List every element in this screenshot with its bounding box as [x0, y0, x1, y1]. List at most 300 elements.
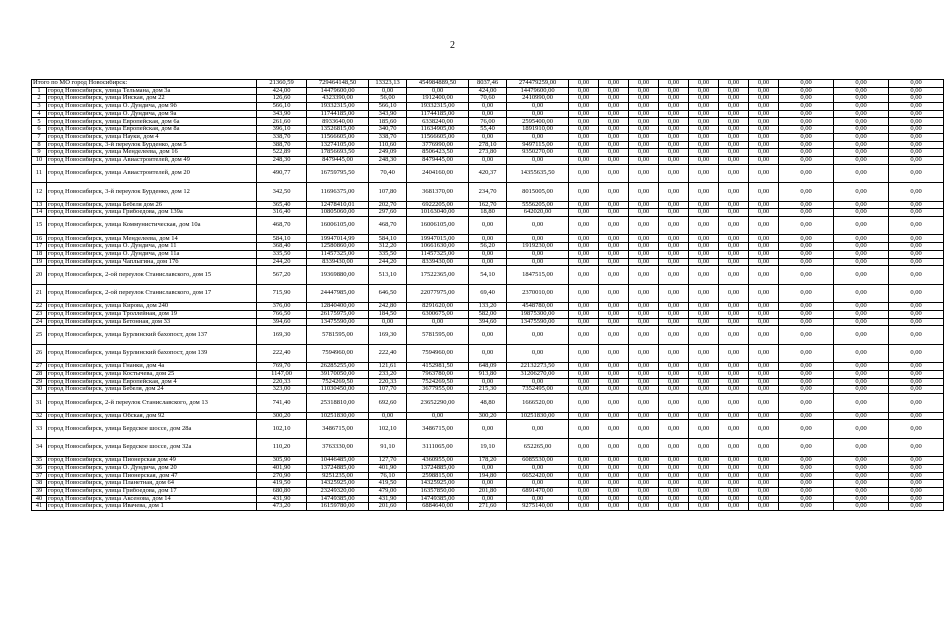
row-value: 169,30 [369, 326, 407, 345]
row-value: 26285255,00 [307, 363, 369, 371]
row-number: 39 [32, 487, 47, 495]
row-number: 24 [32, 318, 47, 326]
row-value: 110,20 [257, 438, 307, 457]
row-value: 8933640,00 [307, 118, 369, 126]
row-value: 0,00 [659, 87, 689, 95]
row-value: 0,00 [629, 464, 659, 472]
row-value: 0,00 [834, 118, 889, 126]
row-value: 652265,00 [507, 438, 569, 457]
row-value: 0,00 [889, 216, 944, 235]
row-address: город Новосибирск, 2-ой переулок Станиславского, дом 15 [47, 266, 257, 285]
row-value: 9251235,00 [307, 472, 369, 480]
row-value: 0,00 [749, 457, 779, 465]
row-value: 215,30 [469, 386, 507, 394]
row-value: 0,00 [507, 344, 569, 363]
row-value: 0,00 [569, 103, 599, 111]
row-value: 0,00 [599, 209, 629, 217]
row-value: 0,00 [569, 412, 599, 420]
row-address: город Новосибирск, улица Обская, дом 92 [47, 412, 257, 420]
row-value: 0,00 [659, 235, 689, 243]
row-address: город Новосибирск, 2-й переулок Станиславского, дом 13 [47, 394, 257, 413]
row-value: 0,00 [779, 164, 834, 183]
row-value: 0,00 [599, 133, 629, 141]
row-value: 420,37 [469, 164, 507, 183]
row-value: 0,00 [719, 250, 749, 258]
row-value: 8339430,00 [407, 258, 469, 266]
row-value: 26175975,00 [307, 310, 369, 318]
summary-value: 454984889,50 [407, 80, 469, 88]
row-value: 222,40 [257, 344, 307, 363]
row-number: 27 [32, 363, 47, 371]
row-value: 0,00 [834, 394, 889, 413]
row-value: 0,00 [689, 284, 719, 303]
row-value: 162,70 [469, 201, 507, 209]
row-value: 0,00 [629, 87, 659, 95]
row-value: 646,50 [369, 284, 407, 303]
row-value: 0,00 [629, 495, 659, 503]
row-number: 23 [32, 310, 47, 318]
row-value: 0,00 [779, 133, 834, 141]
row-value: 0,00 [599, 201, 629, 209]
row-value: 0,00 [469, 216, 507, 235]
row-value: 0,00 [749, 464, 779, 472]
row-number: 22 [32, 303, 47, 311]
row-value: 0,00 [689, 183, 719, 202]
row-value: 0,00 [469, 235, 507, 243]
row-address: город Новосибирск, улица О. Дундича, дом 9б [47, 103, 257, 111]
row-value: 11566605,00 [407, 133, 469, 141]
row-value: 5781595,00 [407, 326, 469, 345]
row-value: 0,00 [659, 303, 689, 311]
row-value: 13475590,00 [507, 318, 569, 326]
row-value: 16159780,00 [307, 503, 369, 511]
row-value: 0,00 [719, 326, 749, 345]
row-value: 0,00 [569, 141, 599, 149]
row-value: 0,00 [569, 126, 599, 134]
row-value: 0,00 [834, 209, 889, 217]
row-value: 23652290,00 [407, 394, 469, 413]
row-value: 0,00 [719, 487, 749, 495]
row-value: 305,90 [257, 457, 307, 465]
row-value: 0,00 [599, 480, 629, 488]
row-value: 0,00 [889, 95, 944, 103]
row-value: 9350270,00 [507, 149, 569, 157]
row-value: 194,80 [469, 472, 507, 480]
row-value: 0,00 [689, 149, 719, 157]
row-value: 0,00 [689, 412, 719, 420]
row-value: 0,00 [689, 420, 719, 439]
table-row [32, 209, 944, 217]
row-value: 0,00 [689, 378, 719, 386]
row-value: 0,00 [507, 110, 569, 118]
row-value: 0,00 [629, 394, 659, 413]
row-value: 4360955,00 [407, 457, 469, 465]
row-value: 0,00 [779, 457, 834, 465]
row-value: 0,00 [689, 141, 719, 149]
summary-value: 0,00 [599, 80, 629, 88]
row-value: 0,00 [889, 495, 944, 503]
row-value: 0,00 [834, 503, 889, 511]
row-value: 0,00 [834, 110, 889, 118]
row-value: 0,00 [507, 133, 569, 141]
row-value: 0,00 [689, 133, 719, 141]
row-address: город Новосибирск, улица Чаплыгина, дом 17б [47, 258, 257, 266]
row-value: 0,00 [599, 310, 629, 318]
row-value: 278,10 [469, 141, 507, 149]
row-address: город Новосибирск, улица Грибоедова, дом 17 [47, 487, 257, 495]
row-value: 0,00 [749, 326, 779, 345]
row-value: 0,00 [889, 156, 944, 164]
row-value: 0,00 [834, 420, 889, 439]
row-value: 0,00 [779, 258, 834, 266]
row-number: 30 [32, 386, 47, 394]
row-value: 0,00 [629, 201, 659, 209]
row-value: 343,90 [369, 110, 407, 118]
row-number: 1 [32, 87, 47, 95]
row-value: 121,61 [369, 363, 407, 371]
row-value: 11457325,00 [307, 250, 369, 258]
row-value: 0,00 [659, 472, 689, 480]
row-value: 0,00 [889, 126, 944, 134]
row-value: 741,40 [257, 394, 307, 413]
row-address: город Новосибирск, улица Европейская, дом 4 [47, 378, 257, 386]
row-value: 0,00 [834, 141, 889, 149]
row-value: 11457325,00 [407, 250, 469, 258]
row-address: город Новосибирск, 3-й переулок Бурденко, дом 5 [47, 141, 257, 149]
row-value: 0,00 [569, 394, 599, 413]
row-value: 0,00 [749, 310, 779, 318]
row-value: 0,00 [569, 464, 599, 472]
row-address: город Новосибирск, улица Менделеева, дом 14 [47, 235, 257, 243]
row-value: 335,50 [257, 250, 307, 258]
table-row [32, 183, 944, 202]
row-value: 0,00 [779, 472, 834, 480]
row-value: 1912400,00 [407, 95, 469, 103]
row-value: 343,90 [257, 110, 307, 118]
row-value: 0,00 [469, 103, 507, 111]
row-value: 0,00 [834, 87, 889, 95]
row-value: 0,00 [689, 394, 719, 413]
row-address: город Новосибирск, улица Планетная, дом 64 [47, 480, 257, 488]
row-value: 0,00 [659, 344, 689, 363]
row-value: 0,00 [629, 284, 659, 303]
row-number: 32 [32, 412, 47, 420]
row-value: 394,60 [257, 318, 307, 326]
row-value: 0,00 [834, 243, 889, 251]
row-value: 0,00 [719, 126, 749, 134]
row-value: 0,00 [779, 235, 834, 243]
row-value: 0,00 [749, 480, 779, 488]
row-value: 0,00 [659, 216, 689, 235]
row-value: 0,00 [599, 326, 629, 345]
row-value: 1847515,00 [507, 266, 569, 285]
row-value: 19369880,00 [307, 266, 369, 285]
row-value: 0,00 [779, 487, 834, 495]
row-value: 0,00 [779, 149, 834, 157]
row-value: 2598815,00 [407, 472, 469, 480]
row-value: 12840400,00 [307, 303, 369, 311]
row-value: 0,00 [689, 87, 719, 95]
row-value: 0,00 [834, 386, 889, 394]
row-value: 0,00 [889, 209, 944, 217]
row-value: 0,00 [889, 243, 944, 251]
row-value: 184,50 [369, 310, 407, 318]
row-value: 8291620,00 [407, 303, 469, 311]
row-value: 0,00 [659, 310, 689, 318]
row-value: 0,00 [629, 250, 659, 258]
row-value: 56,00 [369, 95, 407, 103]
row-value: 5556205,00 [507, 201, 569, 209]
row-value: 3486715,00 [307, 420, 369, 439]
row-value: 0,00 [889, 480, 944, 488]
row-value: 0,00 [569, 216, 599, 235]
row-address: город Новосибирск, улица Тельмана, дом 3а [47, 87, 257, 95]
row-value: 0,00 [719, 370, 749, 378]
row-value: 0,00 [689, 303, 719, 311]
row-value: 0,00 [629, 243, 659, 251]
row-value: 3486715,00 [407, 420, 469, 439]
row-value: 0,00 [719, 386, 749, 394]
row-value: 0,00 [834, 378, 889, 386]
row-value: 107,80 [369, 183, 407, 202]
summary-value: 0,00 [659, 80, 689, 88]
row-value: 0,00 [889, 103, 944, 111]
row-value: 0,00 [689, 118, 719, 126]
row-value: 0,00 [569, 235, 599, 243]
row-value: 0,00 [834, 164, 889, 183]
row-value: 19,10 [469, 438, 507, 457]
row-value: 19947014,99 [307, 235, 369, 243]
row-value: 0,00 [689, 487, 719, 495]
table-row [32, 464, 944, 472]
row-value: 14479600,00 [307, 87, 369, 95]
row-value: 56,20 [469, 243, 507, 251]
row-value: 0,00 [569, 209, 599, 217]
row-value: 0,00 [629, 164, 659, 183]
row-value: 0,00 [659, 201, 689, 209]
row-value: 0,00 [779, 370, 834, 378]
summary-value: 729464148,50 [307, 80, 369, 88]
row-value: 0,00 [779, 183, 834, 202]
row-value: 335,50 [369, 250, 407, 258]
row-value: 715,90 [257, 284, 307, 303]
table-row [32, 386, 944, 394]
row-value: 17856693,50 [307, 149, 369, 157]
row-value: 0,00 [599, 363, 629, 371]
row-value: 419,50 [369, 480, 407, 488]
row-value: 0,00 [689, 363, 719, 371]
row-value: 338,70 [369, 133, 407, 141]
row-value: 0,00 [629, 310, 659, 318]
row-value: 394,60 [469, 318, 507, 326]
row-value: 0,00 [834, 95, 889, 103]
row-value: 10805060,00 [307, 209, 369, 217]
row-value: 0,00 [749, 378, 779, 386]
row-value: 0,00 [779, 318, 834, 326]
row-value: 110,60 [369, 141, 407, 149]
row-value: 0,00 [889, 149, 944, 157]
row-value: 312,20 [369, 243, 407, 251]
row-value: 22132273,50 [507, 363, 569, 371]
row-value: 0,00 [719, 266, 749, 285]
row-value: 12478410,01 [307, 201, 369, 209]
row-value: 222,40 [369, 344, 407, 363]
row-value: 3763330,00 [307, 438, 369, 457]
row-number: 36 [32, 464, 47, 472]
row-value: 2370010,00 [507, 284, 569, 303]
row-value: 0,00 [779, 363, 834, 371]
row-value: 0,00 [834, 183, 889, 202]
row-value: 0,00 [834, 258, 889, 266]
row-value: 6922205,00 [407, 201, 469, 209]
row-value: 0,00 [469, 110, 507, 118]
row-value: 0,00 [507, 258, 569, 266]
row-number: 3 [32, 103, 47, 111]
row-value: 0,00 [659, 438, 689, 457]
row-value: 0,00 [834, 487, 889, 495]
row-value: 0,00 [749, 412, 779, 420]
row-value: 0,00 [659, 183, 689, 202]
row-value: 0,00 [629, 503, 659, 511]
row-value: 0,00 [659, 209, 689, 217]
row-value: 0,00 [749, 209, 779, 217]
row-value: 1666520,00 [507, 394, 569, 413]
row-value: 0,00 [629, 378, 659, 386]
row-value: 0,00 [719, 420, 749, 439]
row-value: 261,60 [257, 118, 307, 126]
row-value: 248,30 [369, 156, 407, 164]
row-address: город Новосибирск, улица О. Дундича, дом 20 [47, 464, 257, 472]
row-number: 21 [32, 284, 47, 303]
row-value: 0,00 [599, 243, 629, 251]
row-value: 0,00 [599, 394, 629, 413]
row-value: 8339430,00 [307, 258, 369, 266]
row-address: город Новосибирск, улица Пионерская дом 49 [47, 457, 257, 465]
row-address: город Новосибирск, улица Аксенова, дом 14 [47, 495, 257, 503]
row-number: 28 [32, 370, 47, 378]
row-value: 0,00 [834, 303, 889, 311]
row-value: 0,00 [629, 480, 659, 488]
row-address: город Новосибирск, улица Бердское шоссе, дом 32а [47, 438, 257, 457]
row-value: 16357850,00 [407, 487, 469, 495]
row-value: 0,00 [369, 412, 407, 420]
row-value: 0,00 [834, 457, 889, 465]
row-value: 0,00 [719, 503, 749, 511]
row-value: 76,10 [369, 472, 407, 480]
row-value: 0,00 [834, 326, 889, 345]
row-value: 0,00 [507, 216, 569, 235]
row-value: 0,00 [569, 303, 599, 311]
row-address: город Новосибирск, улица Бетонная, дом 33 [47, 318, 257, 326]
row-value: 490,77 [257, 164, 307, 183]
row-value: 271,60 [469, 503, 507, 511]
row-value: 3111065,00 [407, 438, 469, 457]
row-value: 55,40 [469, 126, 507, 134]
row-value: 0,00 [689, 95, 719, 103]
row-value: 0,00 [659, 258, 689, 266]
row-value: 76,00 [469, 118, 507, 126]
row-value: 0,00 [889, 378, 944, 386]
row-value: 0,00 [889, 284, 944, 303]
row-value: 0,00 [629, 318, 659, 326]
row-value: 0,00 [719, 110, 749, 118]
row-value: 0,00 [719, 95, 749, 103]
row-value: 0,00 [629, 118, 659, 126]
row-value: 14355635,50 [507, 164, 569, 183]
row-value: 0,00 [719, 235, 749, 243]
row-value: 0,00 [659, 412, 689, 420]
row-value: 0,00 [889, 472, 944, 480]
row-address: город Новосибирск, улица Науки, дом 4 [47, 133, 257, 141]
row-value: 0,00 [599, 164, 629, 183]
row-value: 0,00 [749, 216, 779, 235]
row-value: 0,00 [599, 126, 629, 134]
row-value: 0,00 [569, 243, 599, 251]
row-value: 300,20 [257, 412, 307, 420]
row-value: 0,00 [749, 118, 779, 126]
row-value: 0,00 [569, 87, 599, 95]
row-value: 0,00 [599, 378, 629, 386]
row-value: 202,70 [369, 201, 407, 209]
row-value: 0,00 [749, 110, 779, 118]
row-value: 0,00 [719, 310, 749, 318]
row-value: 0,00 [834, 464, 889, 472]
row-value: 0,00 [659, 149, 689, 157]
table-row [32, 216, 944, 235]
row-value: 584,10 [257, 235, 307, 243]
row-value: 582,00 [469, 310, 507, 318]
row-value: 0,00 [779, 420, 834, 439]
row-value: 0,00 [779, 266, 834, 285]
row-value: 0,00 [719, 495, 749, 503]
row-value: 0,00 [507, 480, 569, 488]
row-value: 584,10 [369, 235, 407, 243]
row-value: 0,00 [599, 495, 629, 503]
row-value: 0,00 [889, 464, 944, 472]
row-value: 0,00 [469, 344, 507, 363]
row-value: 0,00 [779, 103, 834, 111]
row-number: 14 [32, 209, 47, 217]
row-number: 11 [32, 164, 47, 183]
row-value: 0,00 [779, 201, 834, 209]
row-value: 17522365,00 [407, 266, 469, 285]
row-value: 0,00 [629, 149, 659, 157]
row-value: 0,00 [659, 266, 689, 285]
row-value: 0,00 [719, 284, 749, 303]
row-value: 0,00 [749, 126, 779, 134]
summary-value: 0,00 [569, 80, 599, 88]
row-value: 0,00 [834, 412, 889, 420]
row-value: 642020,00 [507, 209, 569, 217]
summary-value: 0,00 [629, 80, 659, 88]
row-value: 3681370,00 [407, 183, 469, 202]
row-value: 0,00 [629, 386, 659, 394]
row-value: 0,00 [889, 133, 944, 141]
row-value: 31206270,00 [507, 370, 569, 378]
row-value: 0,00 [719, 216, 749, 235]
row-value: 2410990,00 [507, 95, 569, 103]
row-value: 70,40 [369, 164, 407, 183]
row-value: 0,00 [507, 420, 569, 439]
row-value: 14479600,00 [507, 87, 569, 95]
row-value: 102,10 [369, 420, 407, 439]
row-value: 0,00 [779, 378, 834, 386]
summary-value: 8037,46 [469, 80, 507, 88]
row-value: 0,00 [569, 480, 599, 488]
row-value: 0,00 [719, 457, 749, 465]
row-value: 0,00 [469, 258, 507, 266]
row-value: 0,00 [749, 394, 779, 413]
